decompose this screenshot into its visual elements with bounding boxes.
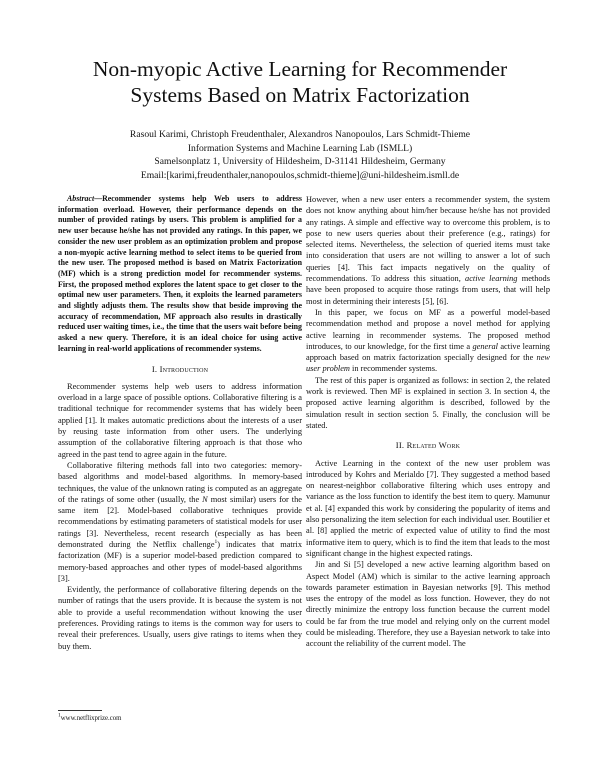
intro-paragraph-6: The rest of this paper is organized as follows: in section 2, the related work is reviewed. Then MF is explained in section 3. In section 4, the proposed active learning algorithm is described, followed by the simulation result in section section 5. Finally, the conclusion will be stated. [306, 375, 550, 430]
footnote-rule [58, 710, 102, 711]
footnote-mark: 1 [214, 539, 218, 546]
section-title: Related Work [406, 440, 461, 451]
author-names: Rasoul Karimi, Christoph Freudenthaler, Alexandros Nanopoulos, Lars Schmidt-Thieme [129, 129, 471, 140]
section-heading-introduction [58, 364, 302, 375]
abstract-label: Abstract [67, 194, 95, 203]
emphasis-new-user-problem: new user problem [306, 353, 550, 374]
footnote-text: www.netflixprize.com [60, 715, 122, 722]
footnote [58, 712, 122, 722]
emphasis-general: general [472, 341, 498, 351]
section-heading-related-work [306, 440, 550, 451]
section-number: II. [395, 440, 405, 451]
intro-paragraph-5: In this paper, we focus on MF as a powerful model-based recommendation method and propose a novel method for applying active learning in recommender systems. The proposed method introduces, to our knowledge, for the first time a general active learning approach based on matrix factorization specially designed for the new user problem in recommender systems. [306, 307, 550, 374]
left-column [58, 194, 302, 652]
abstract-text: —Recommender systems help Web users to address information overload. However, their performance depends on the number of provided ratings by users. This problem is amplified for a new user because he/she has not provided any ratings. In this paper, we consider the new user problem as an optimization problem and propose a non-myopic active learning method to select items to be queried from the new user. The proposed method is based on Matrix Factorization (MF) which is a strong prediction model for recommender systems. First, the proposed method explores the latent space to get closer to the optimal new user parameters. Then, it exploits the learned parameters and slightly adjusts them. The results show that beside improving the accuracy of recommendation, MF approach also results in drastically reduced user waiting times, i.e., the time that the users wait before being asked a new query. Therefore, it is an ideal choice for using active learning in real-world applications of recommender systems. [58, 194, 302, 353]
intro-paragraph-3: Evidently, the performance of collaborative filtering depends on the number of ratings that the users provide. It is because the system is not able to provide a useful recommendation without knowing the user preferences. Providing ratings to items is the common way for users to reveal their preferences. Usually, users give ratings to items when they buy them. [58, 585, 302, 651]
title-line-1: Non-myopic Active Learning for Recommender [92, 57, 508, 81]
right-column [306, 194, 550, 650]
math-n: N [202, 494, 208, 504]
section-title: Introduction [159, 363, 209, 374]
title-line-2: Systems Based on Matrix Factorization [130, 83, 470, 107]
intro-paragraph-4: However, when a new user enters a recommender system, the system does not know anything about him/her because he/she has not provided any ratings. A simple and effective way to overcome this problem, is to pose to new users queries about their preference (e.g., ratings) for selected items. Nevertheless, the selection of queried items must take into consideration that users are not willing to answer a lot of such queries [4]. This fact impacts negatively on the quality of recommendations. To address this situation, active learning methods have been proposed to acquire those ratings from users, that will help most in determining their interests [5], [6]. [306, 195, 550, 306]
abstract [58, 194, 302, 355]
footnote-number: 1 [58, 712, 61, 719]
paper-title [40, 56, 560, 108]
section-number: I. [151, 363, 158, 374]
author-email: Email:[karimi,freudenthaler,nanopoulos,schmidt-thieme]@uni-hildesheim.ismll.de [140, 169, 460, 181]
related-paragraph-2: Jin and Si [5] developed a new active learning algorithm based on Aspect Model (AM) which is similar to the active learning approach towards parameter estimation in Bayesian networks [9]. This method uses the entropy of the model as loss function. However, they do not directly minimize the entropy loss function because the current model could be far from the true model and relying only on the current model could be misleading. Therefore, they use a Bayesian network to take into account the reliability of the current model. The [306, 560, 550, 649]
intro-paragraph-1: Recommender systems help web users to address information overload in a large space of possible options. Collaborative filtering is a traditional technique for recommender systems that has widely been applied [1]. It makes automatic predictions about the interests of a user by reusing taste information from other users. The underlying assumption of the collaborative filtering approach is that those who agreed in the past tend to agree again in the future. [58, 381, 302, 459]
affiliation-lab: Information Systems and Machine Learning Lab (ISMLL) [187, 142, 413, 154]
affiliation-address: Samelsonplatz 1, University of Hildesheim, D-31141 Hildesheim, Germany [154, 156, 446, 168]
emphasis-active-learning: active learning [465, 274, 518, 284]
related-paragraph-1: Active Learning in the context of the new user problem was introduced by Kohrs and Merialdo [7]. They suggested a method based on nearest-neighbor collaborative filtering which uses entropy and variance as the loss function to identify the best item to query. Mamunur et al. [4] expanded this work by considering the popularity of items and also personalizing the item selection for each individual user. Boutilier et al. [8] applied the metric of expected value of utility to find the most informative item to query, which is to find the item that leads to the most significant change in the highest expected ratings. [306, 458, 550, 558]
author-block [40, 128, 560, 182]
intro-paragraph-2: Collaborative filtering methods fall into two categories: memory-based algorithms and model-based algorithms. In memory-based techniques, the value of the unknown rating is computed as an aggregate of the ratings of some other (usually, the N most similar) users for the same item [2]. Model-based collaborative techniques provide recommendations by estimating parameters of statistical models for user ratings [3]. Nevertheless, recent research (especially as has been demonstrated during the Netflix challenge$^1$) indicates that matrix factorization (MF) is a superior model-based prediction compared to memory-based approaches and other types of model-based algorithms [3]. [58, 460, 303, 583]
